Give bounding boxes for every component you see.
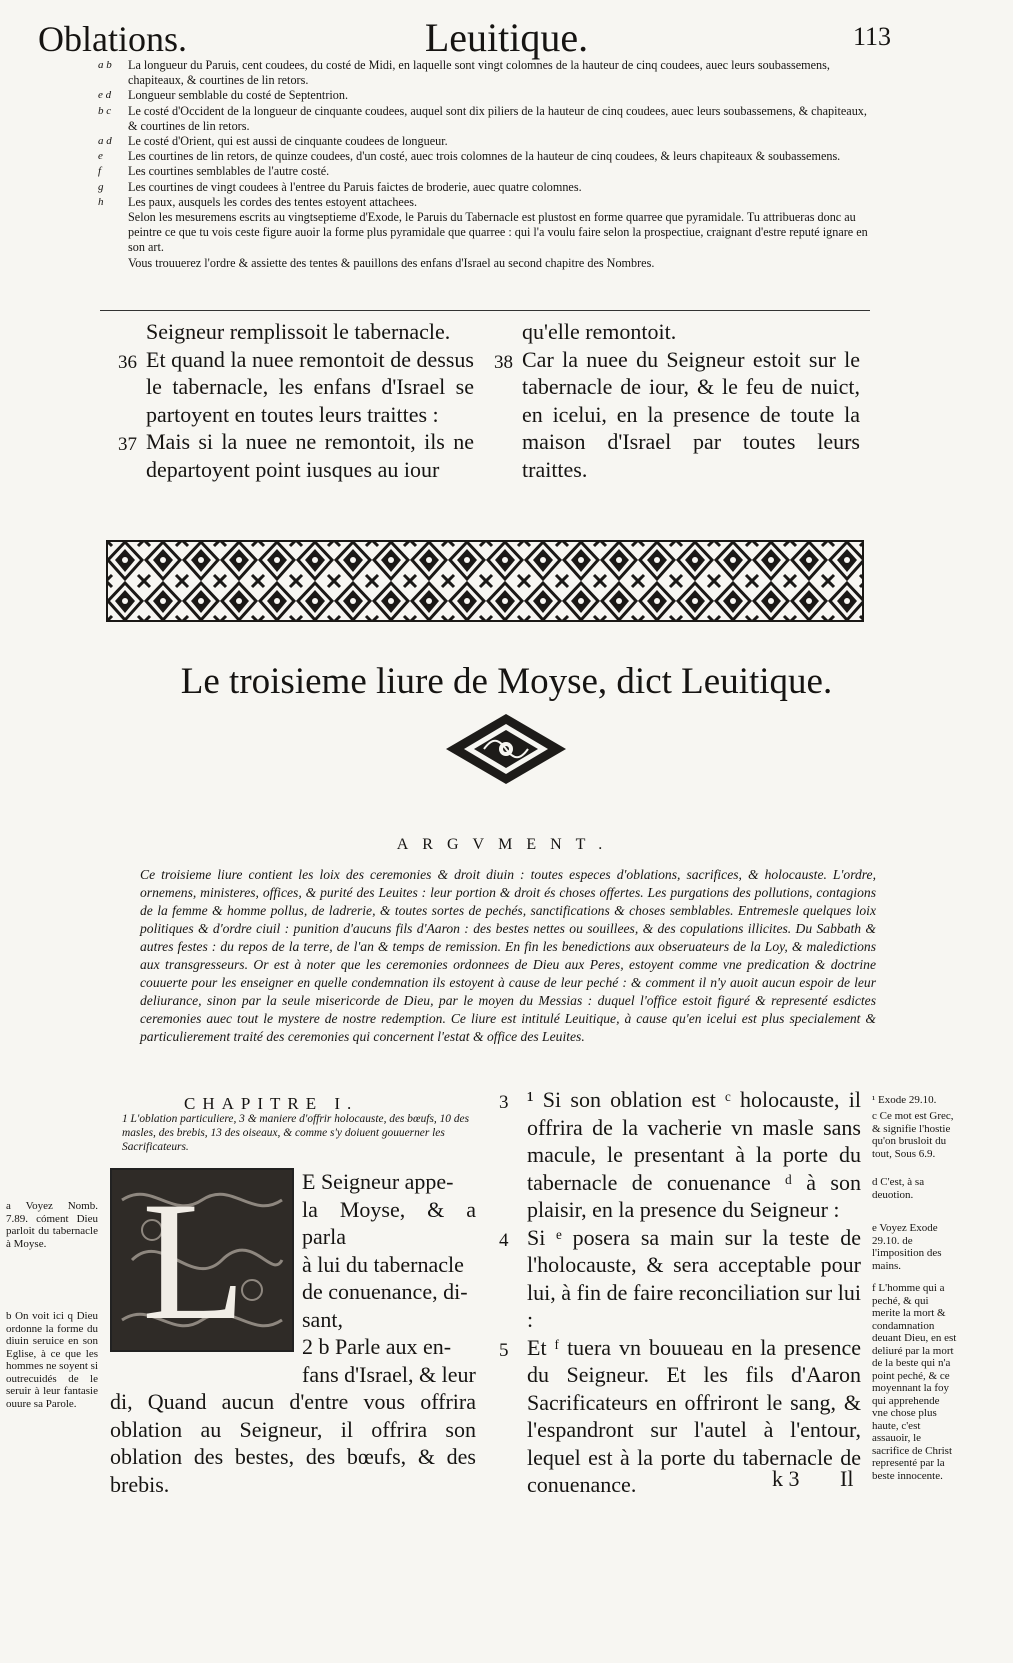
sidenote-right: d C'est, à sa deuotion. bbox=[872, 1176, 925, 1201]
legend-letters: b c bbox=[98, 104, 112, 117]
verse-number bbox=[118, 318, 146, 346]
divider-rule bbox=[100, 310, 870, 311]
running-head-title: Leuitique. bbox=[424, 15, 589, 60]
argument-text: Ce troisieme liure contient les loix des ceremonies & droit diuin : toutes especes d'oblations, sacrifices, & holocauste. L'ordre, ornemens, ministeres, offices, & purité des Leuites : leur portion & droit és choses offertes. Les purgations des pollutions, contagions de la femme & homme pollus, de ladrerie, & toutes sortes de pechés, sanctifications & choses semblables. Entremesle quelques loix politiques & d'ordre ciuil : punition d'aucuns fils d'Aaron : des bestes nettes ou souillees, & des copulations illicites. Du Sabbath & autres festes : du repos de la terre, de l'an & temps de remission. En fin les benedictions aux obseruateurs de la Loy, & maledictions aux transgresseurs. Or est à noter que les ceremonies ordonnees de Dieu aux Peres, estoyent comme vne predication & doctrine couuerte pour les enseigner en quelle condemnation ils estoyent à cause de leur peché : & comment il n'y auoit aucun espoir de leur deliurance, sinon par la seule misericorde de Dieu, par le moyen du Messias : duquel l'office estoit figuré & representé esdictes ceremonies auec tout le mystere de nostre redemption. Ce liure est intitulé Leuitique, à cause qu'en icelui est plus specialement & particulierement traité des ceremonies qui concernent l'estat & office des Leuites. bbox=[140, 867, 876, 1044]
verse bbox=[118, 428, 474, 483]
argument-heading: ARGVMENT. bbox=[396, 836, 617, 853]
legend-item bbox=[98, 195, 868, 210]
chapter-title: CHAPITRE I. bbox=[184, 1094, 359, 1113]
verse bbox=[499, 1086, 861, 1224]
chapter-verses-right bbox=[499, 1086, 861, 1499]
sidenote-left: a Voyez Nomb. 7.89. cóment Dieu parloit du tabernacle à Moyse. bbox=[6, 1200, 98, 1250]
fleuron-ornament bbox=[444, 712, 568, 786]
catchword: Il bbox=[840, 1466, 854, 1491]
legend-text: Vous trouuerez l'ordre & assiette des tentes & pauillons des enfans d'Israel au second chapitre des Nombres. bbox=[128, 255, 655, 270]
verse bbox=[494, 318, 860, 346]
figure-legend bbox=[98, 58, 868, 271]
text-line: à lui du tabernacle bbox=[302, 1251, 464, 1277]
signature-mark: k 3 bbox=[772, 1466, 800, 1491]
verse bbox=[499, 1224, 861, 1334]
text-line: E Seigneur appe- bbox=[302, 1169, 454, 1194]
text-line: de conuenance, di- bbox=[302, 1279, 468, 1304]
exodus-right-column bbox=[494, 318, 860, 483]
legend-item bbox=[98, 104, 868, 134]
legend-text: Les courtines de lin retors, de quinze coudees, d'un costé, auec trois colomnes de la hauteur de cinq coudees, & leurs chapiteaux & soubassemens. bbox=[128, 149, 841, 164]
legend-note bbox=[98, 210, 868, 256]
legend-letters: f bbox=[98, 165, 102, 178]
verse bbox=[118, 346, 474, 429]
legend-letters: a d bbox=[98, 135, 112, 148]
verse-number: 37 bbox=[118, 434, 137, 455]
legend-text: Longueur semblable du costé de Septentrion. bbox=[128, 88, 348, 103]
verse-text: Et ᶠ tuera vn bouueau en la presence du Seigneur. Et les fils d'Aaron Sacrificateurs en offriront le sang, & l'espandront sur l'autel à l'entour, lequel est à la porte du tabernacle de conuenance. bbox=[527, 1334, 861, 1497]
text-line: 2 b Parle aux en- bbox=[302, 1334, 452, 1359]
verse bbox=[499, 1334, 861, 1499]
text-line: la Moyse, & a parla bbox=[302, 1196, 476, 1249]
legend-text: Le costé d'Orient, qui est aussi de cinquante coudees de longueur. bbox=[128, 134, 448, 149]
verse-number: 5 bbox=[499, 1339, 509, 1361]
sidenote-right: ¹ Exode 29.10. bbox=[872, 1094, 937, 1106]
text-continuation: di, Quand aucun d'entre vous offrira oblation au Seigneur, il offrira son oblation des bestes, des bœufs, & des brebis. bbox=[110, 1389, 476, 1497]
verse bbox=[494, 346, 860, 484]
initial-letter: L bbox=[142, 1167, 246, 1355]
verse-text: qu'elle remontoit. bbox=[522, 319, 677, 344]
legend-text: Les courtines de vingt coudees à l'entree du Paruis faictes de broderie, auec quatre colomnes. bbox=[128, 179, 582, 194]
verse-text: Seigneur remplissoit le tabernacle. bbox=[146, 319, 451, 344]
exodus-left-column bbox=[118, 318, 474, 483]
legend-item bbox=[98, 88, 868, 103]
text-line: sant, bbox=[302, 1306, 343, 1332]
sidenote-right: c Ce mot est Grec, & signifie l'hostie qu'on brusloit du tout, Sous 6.9. bbox=[872, 1110, 954, 1160]
chapter-summary: 1 L'oblation particuliere, 3 & maniere d'offrir holocauste, des bœufs, 10 des masles, des brebis, 13 des oiseaux, & comme s'y doiuent gouuerner les Sacrificateurs. bbox=[122, 1113, 469, 1153]
legend-letters: g bbox=[98, 180, 104, 193]
sidenote-right: f L'homme qui a peché, & qui merite la mort & condamnation deuant Dieu, en est deliuré par la mort de la beste qui n'a point peché, & ce moyennant la foy qui apprehende vne chose plus haute, c'est assauoir, le sacrifice de Christ representé par la beste innocente. bbox=[872, 1282, 957, 1482]
verse-text: Mais si la nuee ne remontoit, ils ne departoyent point iusques au iour bbox=[146, 429, 474, 482]
book-title: Le troisieme liure de Moyse, dict Leuitique. bbox=[180, 661, 833, 702]
text-line: fans d'Israel, & leur bbox=[302, 1361, 476, 1387]
verse-text: Et quand la nuee remontoit de dessus le tabernacle, les enfans d'Israel se partoyent en toutes leurs traittes : bbox=[146, 346, 474, 427]
verse-text: Car la nuee du Seigneur estoit sur le tabernacle de iour, & le feu de nuict, en icelui, en la presence de toute la maison d'Israel par toutes leurs traittes. bbox=[522, 346, 860, 482]
verse-text: Si ᵉ posera sa main sur la teste de l'holocauste, & sera acceptable pour lui, à fin de faire reconciliation sur lui : bbox=[527, 1224, 861, 1332]
legend-letters: h bbox=[98, 195, 104, 208]
verse-number: 36 bbox=[118, 351, 137, 373]
verse bbox=[118, 318, 474, 346]
page-number: 113 bbox=[852, 22, 891, 51]
legend-letters: e d bbox=[98, 89, 112, 102]
legend-letters: e bbox=[98, 150, 103, 163]
legend-text: La longueur du Paruis, cent coudees, du costé de Midi, en laquelle sont vingt colomnes de la hauteur de cinq coudees, auec leurs soubassemens, chapiteaux, & courtines de lin retors. bbox=[128, 58, 830, 88]
legend-text: Les paux, ausquels les cordes des tentes estoyent attachees. bbox=[128, 194, 418, 209]
chapter-verses-left bbox=[110, 1168, 476, 1498]
sidenote-left: b On voit ici q Dieu ordonne la forme du diuin seruice en son Eglise, à ce que les hommes ne soyent si outrecuidés de le seruir à leur fantasie ouure sa Parole. bbox=[6, 1310, 98, 1410]
legend-item bbox=[98, 180, 868, 195]
ornamental-band bbox=[106, 540, 864, 622]
legend-text: Le costé d'Occident de la longueur de cinquante coudees, auquel sont dix piliers de la hauteur de cinq coudees, auec leurs soubassemens, & chapiteaux, & courtines de lin retors. bbox=[128, 103, 867, 133]
legend-item bbox=[98, 164, 868, 179]
legend-item bbox=[98, 58, 868, 88]
running-head-left: Oblations. bbox=[38, 19, 187, 59]
sidenote-right: e Voyez Exode 29.10. de l'imposition des mains. bbox=[872, 1222, 942, 1272]
legend-letters: a b bbox=[98, 59, 112, 71]
verse-number: 3 bbox=[499, 1092, 509, 1113]
verse-number: 38 bbox=[494, 351, 513, 373]
verse-text: ¹ Si son oblation est ᶜ holocauste, il offrira de la vacherie vn masle sans macule, le presentant à la porte du tabernacle de conuenance ᵈ à son plaisir, en la presence du Seigneur : bbox=[527, 1087, 861, 1222]
legend-item bbox=[98, 134, 868, 149]
verse-number bbox=[494, 318, 522, 346]
legend-text: Selon les mesuremens escrits au vingtseptieme d'Exode, le Paruis du Tabernacle est plustost en forme quarree que pyramidale. Tu attribueras donc au peintre ce que tu vois ceste figure auoir la forme plus pyramidale que quarree : qui l'a voulu faire selon la prospectiue, craignant d'estre reputé ignare en son art. bbox=[128, 210, 868, 255]
legend-note bbox=[98, 256, 868, 271]
verse-number: 4 bbox=[499, 1229, 509, 1251]
lines-beside-initial bbox=[110, 1168, 476, 1388]
legend-text: Les courtines semblables de l'autre costé. bbox=[128, 164, 330, 179]
legend-item bbox=[98, 149, 868, 164]
